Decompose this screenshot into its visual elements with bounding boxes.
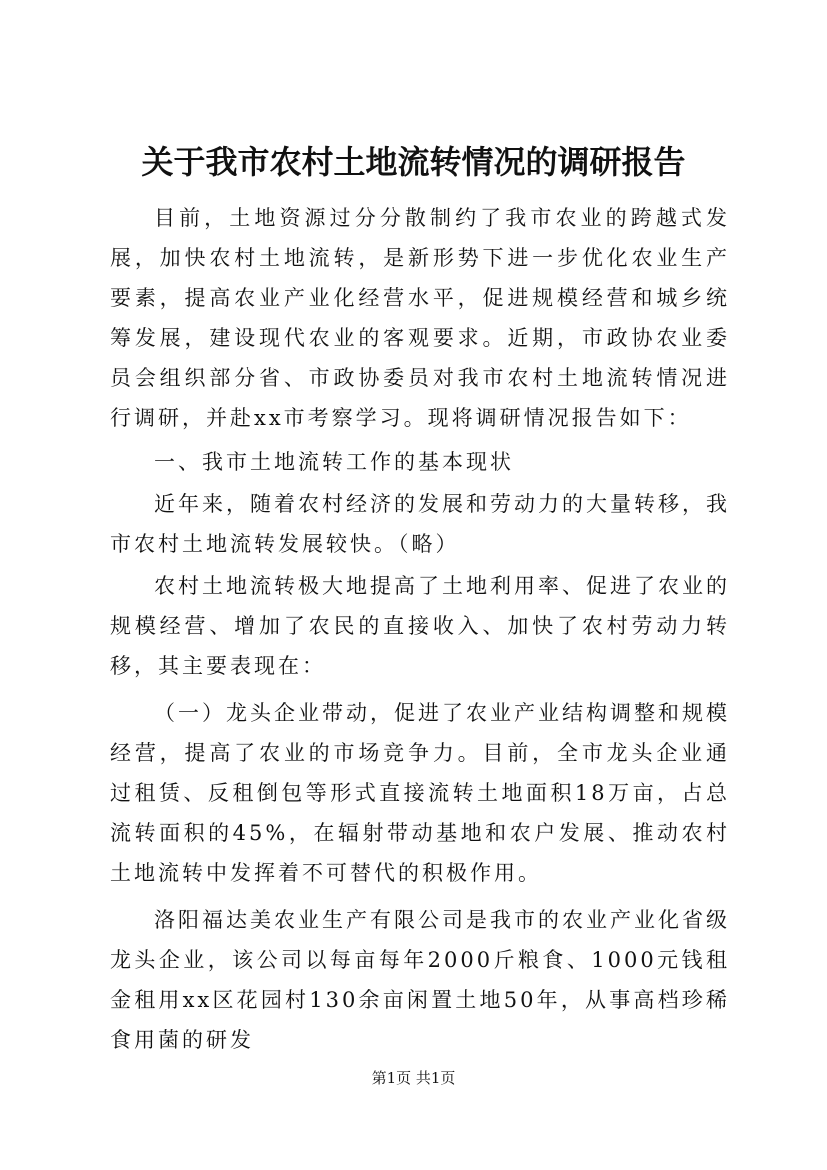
paragraph-example: 洛阳福达美农业生产有限公司是我市的农业产业化省级龙头企业，该公司以每亩每年2000斤粮食、1000元钱租金租用xx区花园村130余亩闲置土地50年，从事高档珍稀食用菌的研发: [110, 908, 730, 1052]
section-heading-1: 一、我市土地流转工作的基本现状: [154, 450, 514, 474]
page-footer: 第1页 共1页: [371, 1069, 456, 1087]
document-title: 关于我市农村土地流转情况的调研报告: [141, 143, 686, 181]
paragraph-overview: 近年来，随着农村经济的发展和劳动力的大量转移，我市农村土地流转发展较快。（略）: [110, 492, 730, 556]
paragraph-effects: 农村土地流转极大地提高了土地利用率、促进了农业的规模经营、增加了农民的直接收入、加快了农村劳动力转移，其主要表现在：: [110, 574, 730, 678]
paragraph-intro: 目前，土地资源过分分散制约了我市农业的跨越式发展，加快农村土地流转，是新形势下进一步优化农业生产要素，提高农业产业化经营水平，促进规模经营和城乡统筹发展，建设现代农业的客观要求。近期，市政协农业委员会组织部分省、市政协委员对我市农村土地流转情况进行调研，并赴xx市考察学习。现将调研情况报告如下：: [110, 206, 730, 430]
paragraph-subsection-1: （一）龙头企业带动，促进了农业产业结构调整和规模经营，提高了农业的市场竞争力。目前，全市龙头企业通过租赁、反租倒包等形式直接流转土地面积18万亩，占总流转面积的45%，在辐射带动基地和农户发展、推动农村土地流转中发挥着不可替代的积极作用。: [110, 701, 730, 885]
